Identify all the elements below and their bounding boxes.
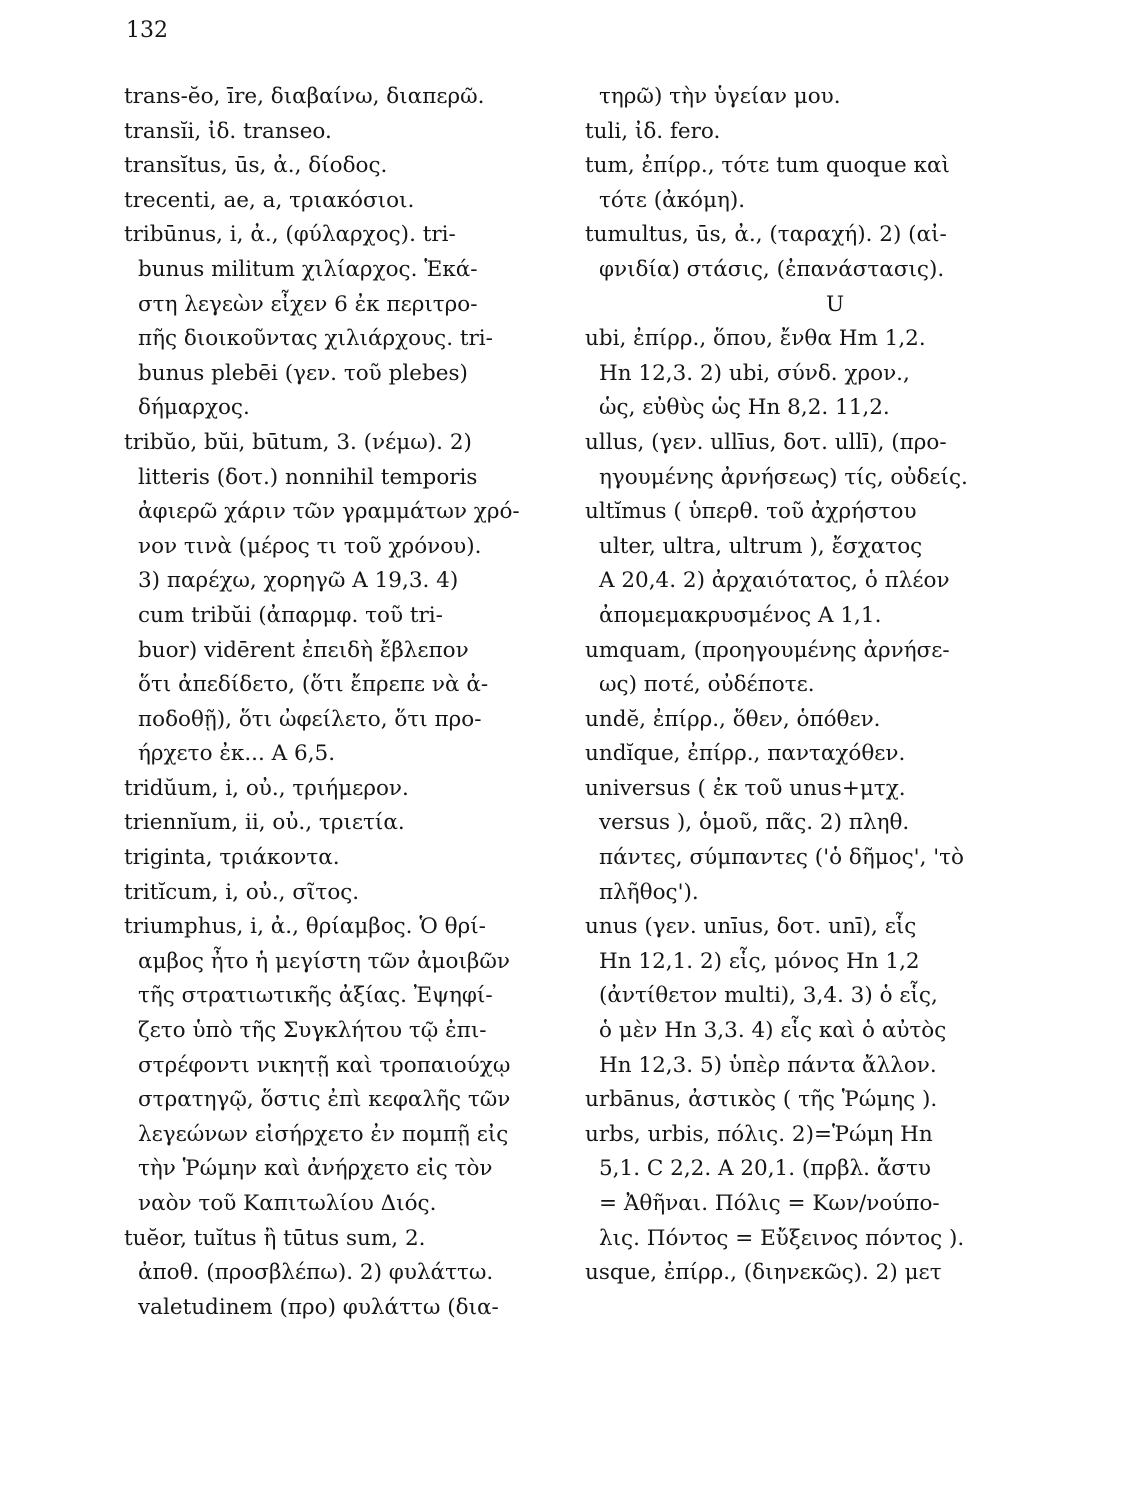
entry-continuation-line: (ἀντίθετον multi), 3,4. 3) ὁ εἷς, xyxy=(599,983,938,1009)
entry-continuation-line: στρέφοντι νικητῇ καὶ τροπαιούχῳ xyxy=(138,1052,511,1078)
entry-continuation-line: cum tribŭi (ἀπαρμφ. τοῦ tri- xyxy=(138,602,443,628)
entry-continuation-line: buor) vidērent ἐπειδὴ ἔβλεπον xyxy=(138,637,469,663)
entry-continuation-line: στρατηγῷ, ὅστις ἐπὶ κεφαλῆς τῶν xyxy=(138,1087,511,1113)
entry-continuation-line: λις. Πόντος = Εὔξεινος πόντος ). xyxy=(599,1225,965,1251)
entry-continuation-line: valetudinem (προ) φυλάττω (δια- xyxy=(138,1294,499,1320)
entry-headword-line: transĭi, ἰδ. transeo. xyxy=(124,118,332,144)
entry-continuation-line: 5,1. C 2,2. A 20,1. (πρβλ. ἄστυ xyxy=(599,1156,931,1182)
entry-continuation-line: ulter, ultra, ultrum ), ἔσχατος xyxy=(599,533,923,559)
entry-headword-line: tum, ἐπίρρ., τότε tum quoque καὶ xyxy=(585,153,950,179)
entry-headword-line: ubi, ἐπίρρ., ὅπου, ἔνθα Hm 1,2. xyxy=(585,326,926,352)
entry-headword-line: ullus, (γεν. ullīus, δοτ. ullī), (προ- xyxy=(585,429,947,455)
entry-headword-line: umquam, (προηγουμένης ἀρνήσε- xyxy=(585,637,950,663)
entry-continuation-line: ποδοθῇ), ὅτι ὠφείλετο, ὅτι προ- xyxy=(138,706,482,732)
entry-headword-line: unus (γεν. unīus, δοτ. unī), εἷς xyxy=(585,914,917,940)
entry-continuation-line: ἀποθ. (προσβλέπω). 2) φυλάττω. xyxy=(138,1260,494,1286)
entry-continuation-line: τηρῶ) τὴν ὑγείαν μου. xyxy=(599,84,841,109)
entry-headword-line: tumultus, ūs, ἀ., (ταραχή). 2) (αἰ- xyxy=(585,222,947,248)
entry-headword-line: trecenti, ae, a, τριακόσιοι. xyxy=(124,187,415,213)
entry-headword-line: undĕ, ἐπίρρ., ὅθεν, ὁπόθεν. xyxy=(585,706,881,732)
entry-continuation-line: Hn 12,3. 2) ubi, σύνδ. χρον., xyxy=(599,360,910,386)
entry-continuation-line: ὅτι ἀπεδίδετο, (ὅτι ἔπρεπε νὰ ἀ- xyxy=(138,672,489,698)
entry-continuation-line: πλῆθος'). xyxy=(599,879,699,905)
entry-headword-line: tuĕor, tuĭtus ἢ tūtus sum, 2. xyxy=(124,1225,426,1251)
entry-headword-line: universus ( ἐκ τοῦ unus+μτχ. xyxy=(585,775,906,801)
entry-continuation-line: Hn 12,1. 2) εἷς, μόνος Hn 1,2 xyxy=(599,948,920,974)
entry-continuation-line: ὡς, εὐθὺς ὡς Hn 8,2. 11,2. xyxy=(599,395,890,421)
entry-headword-line: urbānus, ἀστικὸς ( τῆς Ῥώμης ). xyxy=(585,1087,938,1113)
entry-continuation-line: litteris (δοτ.) nonnihil temporis xyxy=(138,464,478,490)
entry-continuation-line: αμβος ἦτο ἡ μεγίστη τῶν ἀμοιβῶν xyxy=(138,948,510,974)
entry-headword-line: tribūnus, i, ἀ., (φύλαρχος). tri- xyxy=(124,222,456,248)
left-column xyxy=(124,80,554,1325)
entry-continuation-line: δήμαρχος. xyxy=(138,395,250,421)
entry-headword-line: undĭque, ἐπίρρ., πανταχόθεν. xyxy=(585,741,906,767)
entry-continuation-line: ἀφιερῶ χάριν τῶν γραμμάτων χρό- xyxy=(138,499,520,525)
entry-headword-line: tribŭo, bŭi, būtum, 3. (νέμω). 2) xyxy=(124,429,472,455)
entry-continuation-line: τὴν Ῥώμην καὶ ἀνήρχετο εἰς τὸν xyxy=(138,1156,493,1182)
entry-continuation-line: ήρχετο ἐκ... A 6,5. xyxy=(138,741,336,767)
entry-continuation-line: ναὸν τοῦ Καπιτωλίου Διός. xyxy=(138,1191,437,1216)
entry-headword-line: triennĭum, ii, οὐ., τριετία. xyxy=(124,810,405,836)
right-column xyxy=(585,80,1045,1291)
entry-continuation-line: νον τινὰ (μέρος τι τοῦ χρόνου). xyxy=(138,533,482,559)
entry-continuation-line: Hn 12,3. 5) ὑπὲρ πάντα ἄλλον. xyxy=(599,1052,937,1078)
entry-continuation-line: versus ), ὁμοῦ, πᾶς. 2) πληθ. xyxy=(599,810,910,836)
entry-continuation-line: πάντες, σύμπαντες ('ὁ δῆμος', 'τὸ xyxy=(599,845,964,871)
entry-continuation-line: ὁ μὲν Hn 3,3. 4) εἷς καὶ ὁ αὐτὸς xyxy=(599,1018,947,1044)
entry-continuation-line: λεγεώνων εἰσήρχετο ἐν πομπῇ εἰς xyxy=(138,1121,509,1147)
entry-continuation-line: ἀπομεμακρυσμένος A 1,1. xyxy=(599,602,882,628)
entry-continuation-line: τότε (ἀκόμη). xyxy=(599,187,746,213)
entry-continuation-line: bunus plebēi (γεν. τοῦ plebes) xyxy=(138,360,468,386)
entry-continuation-line: ηγουμένης ἀρνήσεως) τίς, οὐδείς. xyxy=(599,464,968,490)
entry-continuation-line: = Ἀθῆναι. Πόλις = Κων/νούπο- xyxy=(599,1191,940,1216)
page-number: 132 xyxy=(126,18,168,43)
entry-continuation-line: φνιδία) στάσις, (ἐπανάστασις). xyxy=(599,256,945,282)
entry-continuation-line: στη λεγεὼν εἶχεν 6 ἐκ περιτρο- xyxy=(138,291,478,317)
entry-continuation-line: bunus militum χιλίαρχος. Ἑκά- xyxy=(138,256,478,282)
entry-headword-line: tridŭum, i, οὐ., τριήμερον. xyxy=(124,775,409,801)
entry-continuation-line: A 20,4. 2) ἀρχαιότατος, ὁ πλέον xyxy=(599,568,950,594)
entry-headword-line: ultĭmus ( ὑπερθ. τοῦ ἀχρήστου xyxy=(585,499,917,525)
entry-continuation-line: ζετο ὑπὸ τῆς Συγκλήτου τῷ ἐπι- xyxy=(138,1018,487,1044)
entry-headword-line: transĭtus, ūs, ἀ., δίοδος. xyxy=(124,153,388,179)
entry-headword-line: triumphus, i, ἀ., θρίαμβος. Ὁ θρί- xyxy=(124,914,486,940)
entry-headword-line: urbs, urbis, πόλις. 2)=Ῥώμη Hn xyxy=(585,1121,933,1147)
entry-continuation-line: ως) ποτέ, οὐδέποτε. xyxy=(599,672,815,698)
entry-headword-line: tuli, ἰδ. fero. xyxy=(585,118,721,144)
entry-headword-line: trans-ĕo, īre, διαβαίνω, διαπερῶ. xyxy=(124,84,485,109)
section-letter: U xyxy=(825,291,845,317)
entry-continuation-line: τῆς στρατιωτικῆς ἀξίας. Ἐψηφί- xyxy=(138,983,493,1009)
entry-headword-line: triginta, τριάκοντα. xyxy=(124,845,340,871)
entry-headword-line: tritĭcum, i, οὐ., σῖτος. xyxy=(124,879,360,905)
entry-headword-line: usque, ἐπίρρ., (διηνεκῶς). 2) μετ xyxy=(585,1260,942,1286)
entry-continuation-line: πῆς διοικοῦντας χιλιάρχους. tri- xyxy=(138,326,493,352)
entry-continuation-line: 3) παρέχω, χορηγῶ A 19,3. 4) xyxy=(138,568,459,594)
